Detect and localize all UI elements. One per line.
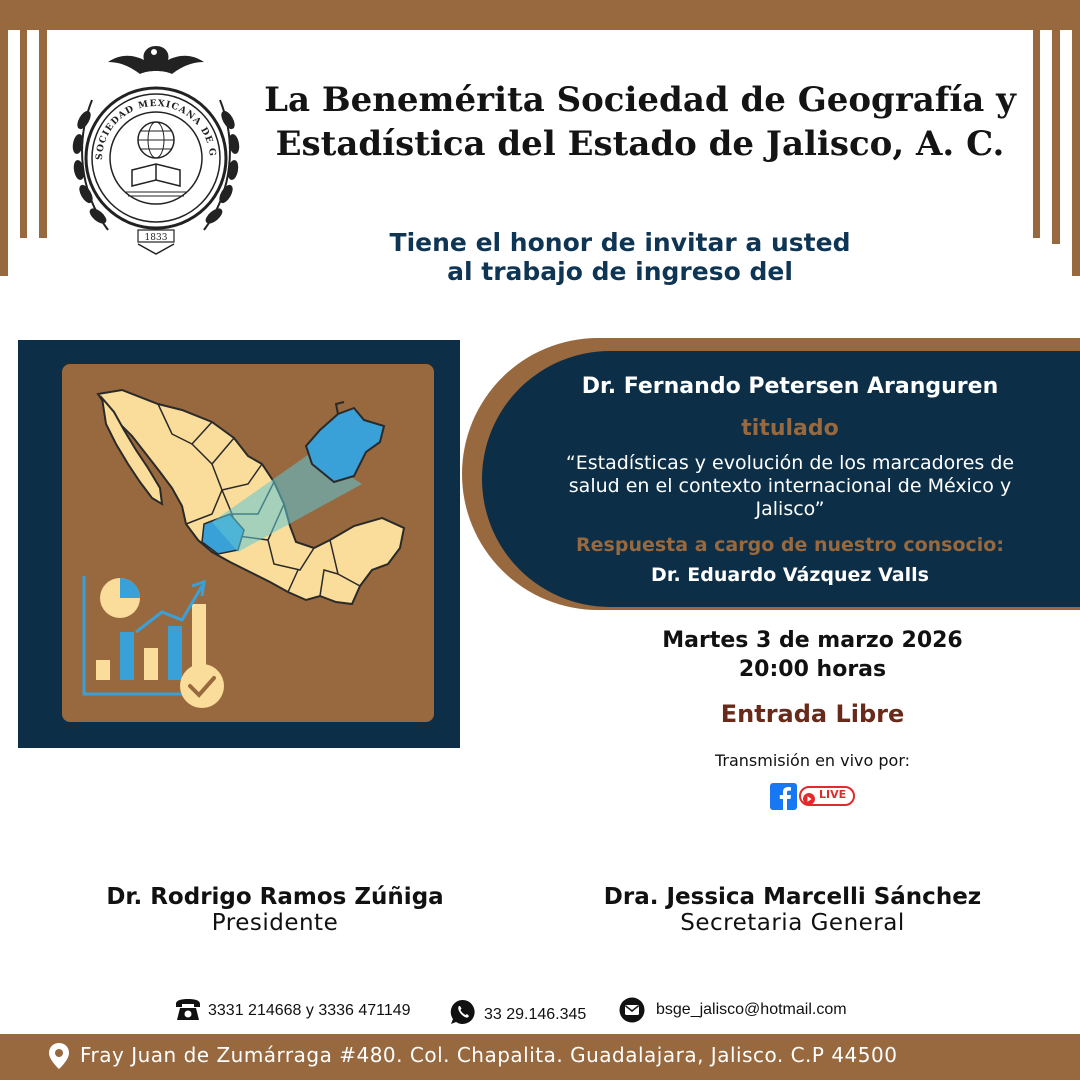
phone-icon — [174, 998, 202, 1022]
president-role: Presidente — [211, 910, 339, 936]
talk-title-line1: “Estadísticas y evolución de los marcadores de — [565, 452, 1015, 474]
answer-label: Respuesta a cargo de nuestro consocio: — [576, 534, 1004, 556]
top-frame-bar — [0, 0, 1080, 30]
titled-label: titulado — [741, 416, 839, 441]
left-pillar-mid — [20, 30, 27, 238]
live-play-icon — [803, 790, 815, 802]
signature-left — [40, 884, 510, 936]
secretary-name: Dra. Jessica Marcelli Sánchez — [603, 884, 982, 910]
talk-title-line3: Jalisco” — [755, 498, 825, 520]
statistics-chart-icon — [84, 576, 224, 708]
right-pillar-mid — [1052, 30, 1060, 244]
email-address[interactable]: bsge_jalisco@hotmail.com — [656, 1001, 847, 1018]
secretary-role: Secretaria General — [680, 910, 905, 936]
phone-numbers[interactable]: 3331 214668 y 3336 471149 — [208, 1002, 411, 1019]
stream-label: Transmisión en vivo por: — [714, 751, 911, 770]
seal-year: 1833 — [144, 233, 168, 243]
invitation-text — [300, 228, 940, 286]
organization-title — [240, 78, 1040, 166]
mexico-map-illustration — [62, 364, 434, 722]
signature-right — [545, 884, 1040, 936]
mail-icon — [619, 997, 645, 1023]
invitation-line2: al trabajo de ingreso del — [447, 257, 793, 286]
talk-title — [512, 452, 1068, 521]
president-name: Dr. Rodrigo Ramos Zúñiga — [106, 884, 444, 910]
event-time: 20:00 horas — [738, 657, 887, 682]
seal-ring-text: SOCIEDAD MEXICANA DE G — [94, 98, 218, 161]
organization-title-line1: La Benemérita Sociedad de Geografía y — [264, 80, 1016, 120]
event-datetime — [540, 626, 1080, 684]
free-entry-label: Entrada Libre — [720, 700, 905, 728]
left-pillar-inner — [39, 30, 47, 238]
talk-title-line2: salud en el contexto internacional de México y — [568, 475, 1012, 497]
whatsapp-icon — [450, 999, 476, 1025]
whatsapp-number[interactable]: 33 29.146.345 — [484, 1006, 587, 1023]
right-pillar-outer — [1072, 30, 1080, 276]
speaker-name: Dr. Fernando Petersen Aranguren — [581, 374, 999, 399]
event-date: Martes 3 de marzo 2026 — [662, 628, 963, 653]
live-label: LIVE — [819, 788, 847, 801]
location-pin-icon — [48, 1042, 70, 1070]
left-pillar-outer — [0, 30, 8, 276]
address-text: Fray Juan de Zumárraga #480. Col. Chapalita. Guadalajara, Jalisco. C.P 44500 — [80, 1043, 898, 1067]
invitation-line1: Tiene el honor de invitar a usted — [389, 228, 851, 257]
organization-title-line2: Estadística del Estado de Jalisco, A. C. — [275, 124, 1005, 164]
society-seal — [62, 40, 250, 260]
answerer-name: Dr. Eduardo Vázquez Valls — [651, 564, 929, 586]
facebook-icon[interactable] — [770, 783, 797, 810]
